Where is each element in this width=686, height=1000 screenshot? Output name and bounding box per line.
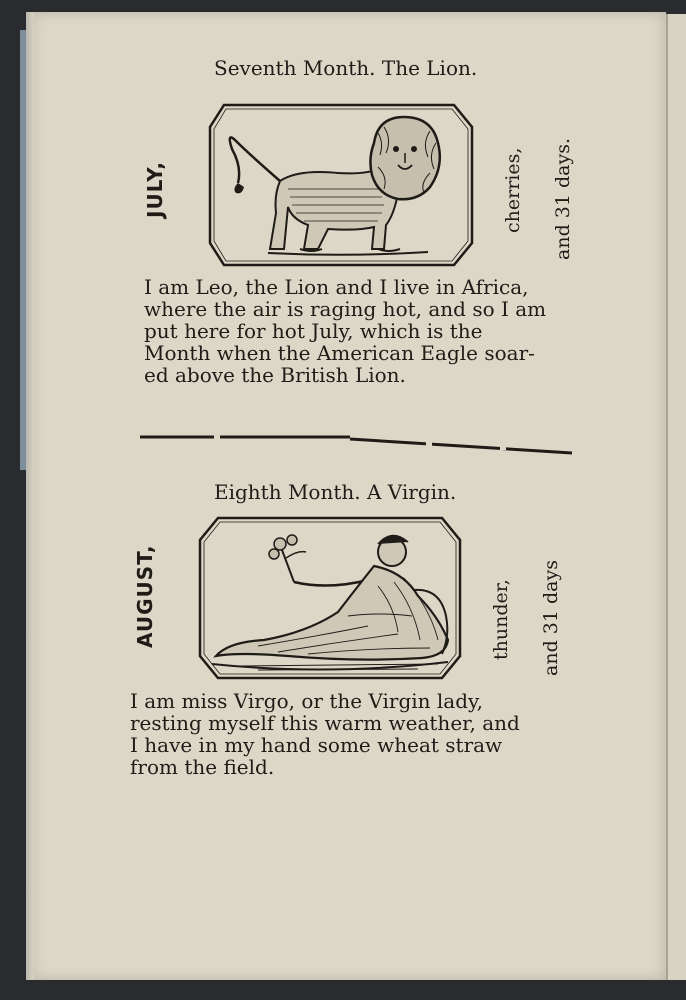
verse-line: ed above the British Lion.	[144, 363, 406, 387]
lion-woodcut-icon	[208, 103, 474, 267]
july-side-note-1: cherries,	[502, 147, 524, 233]
next-page-edge	[666, 14, 686, 980]
verse-line: where the air is raging hot, and so I am	[144, 297, 547, 321]
july-month-label: JULY,	[143, 160, 167, 218]
section-divider	[140, 433, 572, 455]
july-verse	[144, 276, 546, 386]
verse-line: I have in my hand some wheat straw	[130, 733, 503, 757]
verse-line: resting myself this warm weather, and	[130, 711, 520, 735]
august-month-label: AUGUST,	[133, 544, 157, 648]
verse-line: I am Leo, the Lion and I live in Africa,	[144, 275, 529, 299]
july-side-note-2: and 31 days.	[552, 138, 574, 260]
august-side-note-1: thunder,	[490, 579, 512, 660]
verse-line: I am miss Virgo, or the Virgin lady,	[130, 689, 484, 713]
verse-line: from the field.	[130, 755, 275, 779]
virgin-woodcut-icon	[198, 516, 462, 680]
july-heading: Seventh Month. The Lion.	[214, 56, 478, 80]
august-side-note-2: and 31 days	[540, 560, 562, 676]
verse-line: put here for hot July, which is the	[144, 319, 483, 343]
august-heading: Eighth Month. A Virgin.	[214, 480, 457, 504]
august-verse	[130, 690, 520, 778]
verse-line: Month when the American Eagle soar-	[144, 341, 535, 365]
